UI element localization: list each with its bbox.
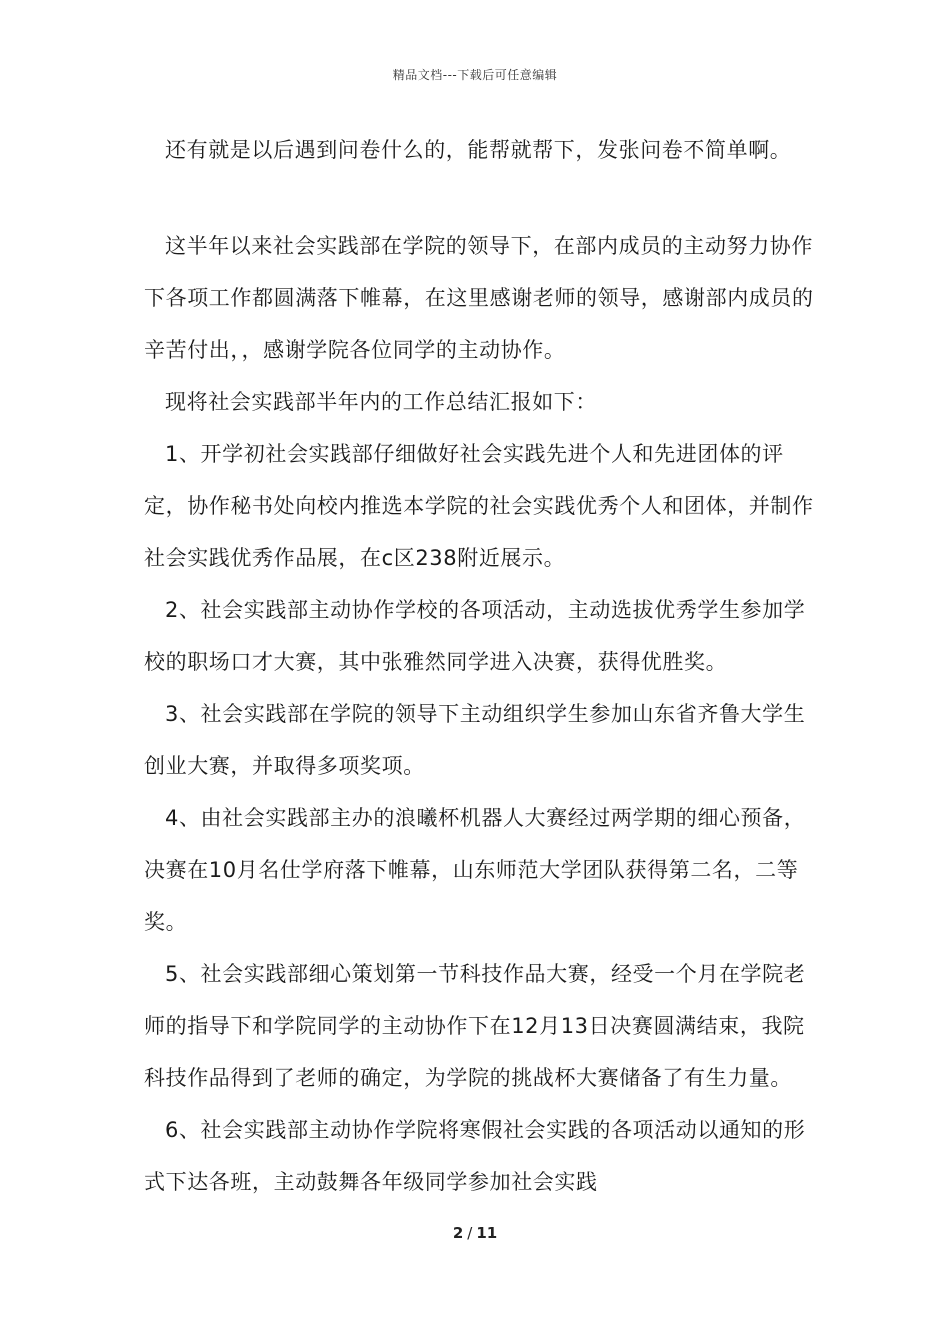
paragraph-item-3: 3、社会实践部在学院的领导下主动组织学生参加山东省齐鲁大学生创业大赛，并取得多项奖项。 <box>144 702 806 778</box>
paragraph-item-4: 4、由社会实践部主办的浪曦杯机器人大赛经过两学期的细心预备，决赛在10月名仕学府落下帷幕，山东师范大学团队获得第二名，二等奖。 <box>144 806 806 934</box>
paragraph-item-6: 6、社会实践部主动协作学院将寒假社会实践的各项活动以通知的形式下达各班，主动鼓舞各年级同学参加社会实践 <box>144 1118 806 1194</box>
paragraph-intro: 这半年以来社会实践部在学院的领导下，在部内成员的主动努力协作下各项工作都圆满落下帷幕，在这里感谢老师的领导，感谢部内成员的辛苦付出，，感谢学院各位同学的主动协作。 <box>144 234 814 362</box>
page-separator: / <box>467 1224 473 1242</box>
paragraph-item-5: 5、社会实践部细心策划第一节科技作品大赛，经受一个月在学院老师的指导下和学院同学的主动协作下在12月13日决赛圆满结束，我院科技作品得到了老师的确定，为学院的挑战杯大赛储备了有生力量。 <box>144 962 806 1090</box>
paragraph-summary-lead: 现将社会实践部半年内的工作总结汇报如下： <box>165 390 597 414</box>
paragraph-item-1: 1、开学初社会实践部仔细做好社会实践先进个人和先进团体的评定，协作秘书处向校内推选本学院的社会实践优秀个人和团体，并制作社会实践优秀作品展，在c区238附近展示。 <box>144 442 814 570</box>
paragraph-closing-note: 还有就是以后遇到问卷什么的，能帮就帮下，发张问卷不简单啊。 <box>165 138 792 162</box>
document-body <box>144 124 824 1208</box>
paragraph-item-2: 2、社会实践部主动协作学校的各项活动，主动选拔优秀学生参加学校的职场口才大赛，其中张雅然同学进入决赛，获得优胜奖。 <box>144 598 806 674</box>
page-number <box>0 1224 950 1242</box>
total-page-count: 11 <box>476 1224 498 1242</box>
current-page-number: 2 <box>452 1224 464 1242</box>
page-header: 精品文档---下载后可任意编辑 <box>392 68 558 82</box>
